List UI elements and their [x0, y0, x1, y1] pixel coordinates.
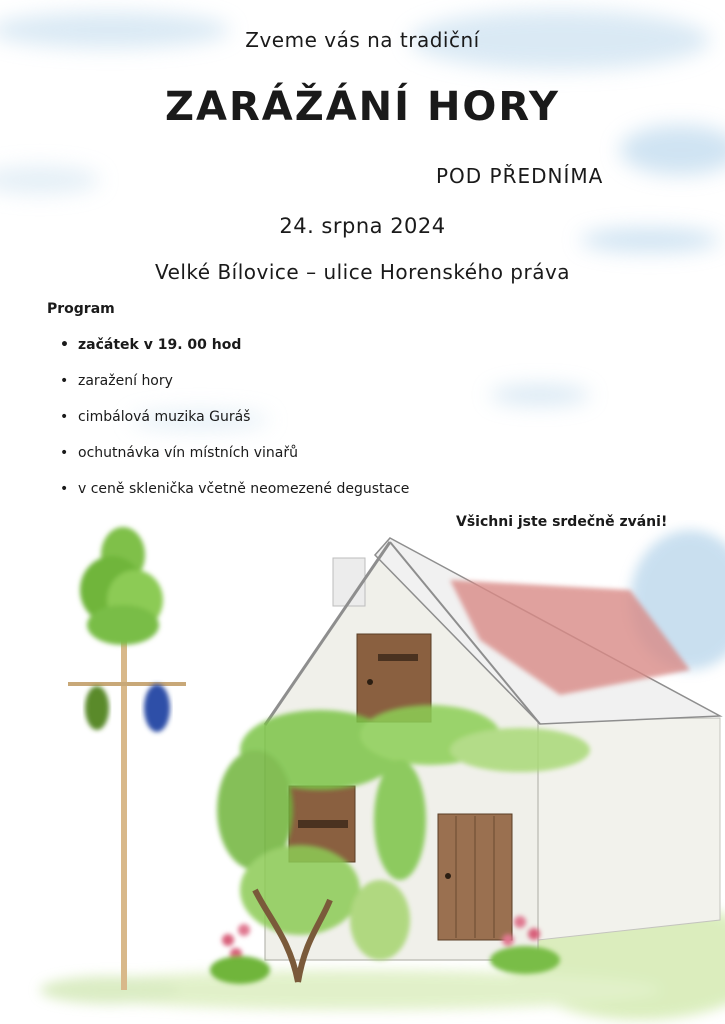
- event-subtitle: POD PŘEDNÍMA: [436, 164, 604, 188]
- program-item-start: začátek v 19. 00 hod: [78, 337, 242, 353]
- event-location: Velké Bílovice – ulice Horenského práva: [154, 260, 571, 284]
- list-item: [60, 334, 409, 370]
- program-item-hora: zaražení hory: [78, 373, 173, 389]
- bullet-icon: •: [60, 481, 69, 497]
- list-item: [60, 406, 409, 442]
- list-item: [60, 370, 409, 406]
- bullet-icon: •: [60, 337, 69, 353]
- program-list: [60, 334, 409, 514]
- program-item-tasting: ochutnávka vín místních vinařů: [78, 445, 298, 461]
- bullet-icon: •: [60, 409, 69, 425]
- event-title: ZARÁŽÁNÍ HORY: [164, 84, 561, 130]
- event-date: 24. srpna 2024: [279, 214, 446, 238]
- hora-tree-crown: [80, 527, 163, 645]
- grapes-blue-icon: [144, 684, 170, 732]
- intro-line: Zveme vás na tradiční: [245, 28, 480, 52]
- program-heading: Program: [47, 301, 115, 317]
- bullet-icon: •: [60, 373, 69, 389]
- list-item: [60, 442, 409, 478]
- grapes-green-icon: [85, 686, 109, 730]
- hora-pole: [68, 527, 186, 990]
- cottage-illustration: [0, 520, 725, 1024]
- list-item: [60, 478, 409, 514]
- program-item-music: cimbálová muzika Guráš: [78, 409, 251, 425]
- program-item-glass: v ceně sklenička včetně neomezené degustace: [78, 481, 410, 497]
- closing-line: Všichni jste srdečně zváni!: [456, 514, 668, 530]
- bullet-icon: •: [60, 445, 69, 461]
